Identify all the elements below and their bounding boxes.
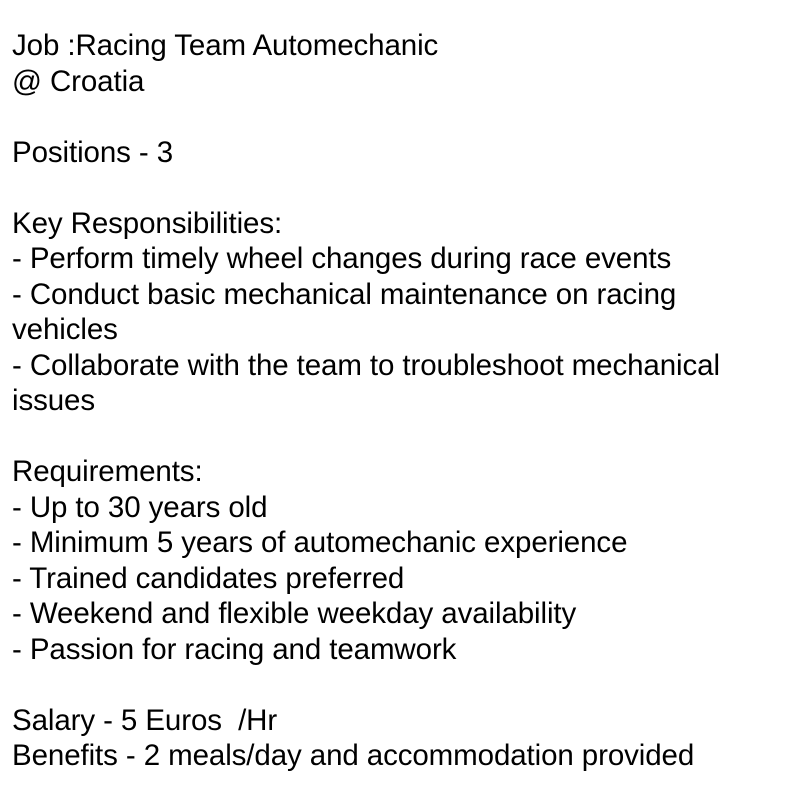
blank-line [12,419,792,455]
positions-count: Positions - 3 [12,135,174,169]
requirement-item: - Up to 30 years old [12,490,268,524]
requirement-item: - Weekend and flexible weekday availability [12,597,577,630]
blank-line [12,99,792,135]
benefits-line: Benefits - 2 meals/day and accommodation provided [12,739,695,772]
responsibility-item: - Perform timely wheel changes during race events [12,242,672,275]
job-location: @ Croatia [12,64,145,98]
responsibility-item: - Conduct basic mechanical maintenance on racing [12,277,677,311]
blank-line [12,667,792,703]
responsibility-item-continued: vehicles [12,313,118,346]
responsibilities-heading: Key Responsibilities: [12,206,283,240]
job-title: Job :Racing Team Automechanic [12,29,439,62]
requirement-item: - Passion for racing and teamwork [12,632,457,666]
blank-line [12,170,792,206]
salary-line: Salary - 5 Euros /Hr [12,703,278,737]
requirements-heading: Requirements: [12,455,203,488]
requirement-item: - Trained candidates preferred [12,561,405,595]
responsibility-item-continued: issues [12,384,96,417]
job-posting-document [12,28,792,774]
responsibility-item: - Collaborate with the team to troubleshoot mechanical [12,348,720,382]
requirement-item: - Minimum 5 years of automechanic experience [12,526,628,559]
